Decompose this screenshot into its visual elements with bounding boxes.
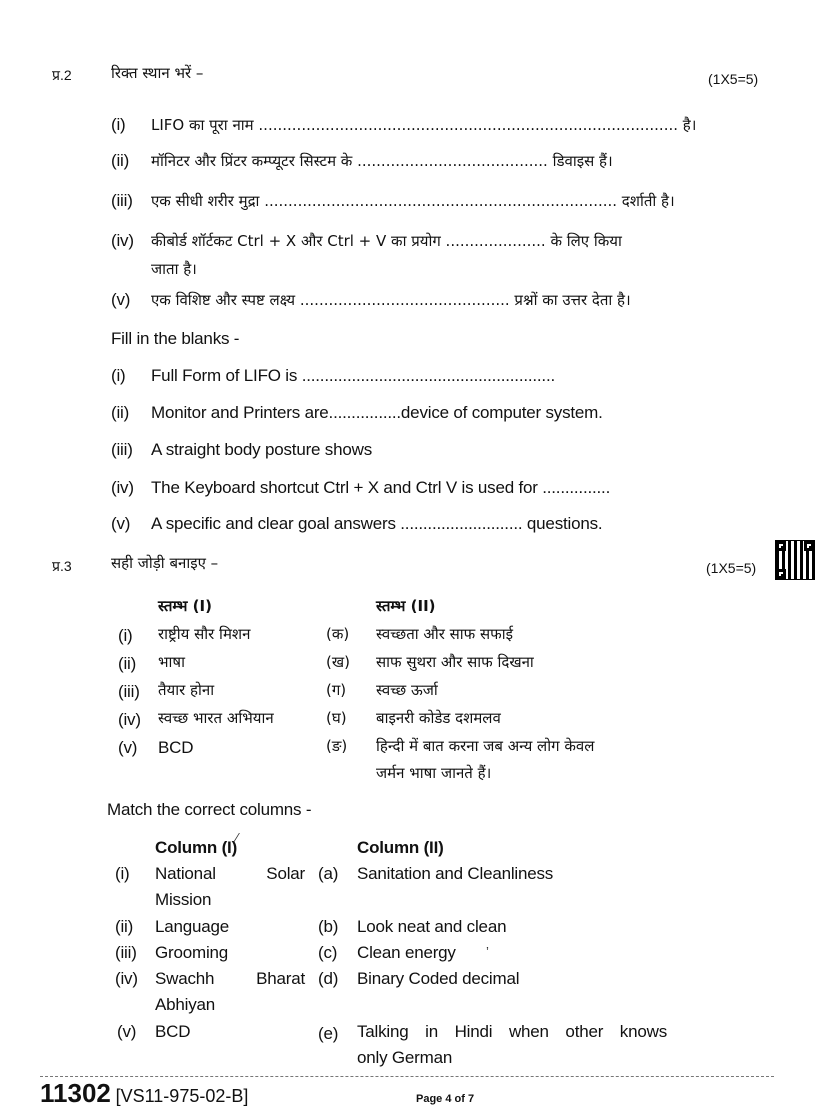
q3-en-right-1: Sanitation and Cleanliness	[357, 864, 554, 883]
q3-hi-left-2: भाषा	[158, 653, 185, 671]
q2-en-num-1: (i)	[111, 366, 126, 385]
q3-en-col1-header: Column (I)	[155, 838, 238, 857]
qr-code-icon	[776, 541, 814, 579]
q3-hi-letter-4: (घ)	[326, 709, 347, 727]
q3-en-left-4: Swachh Bharat	[155, 969, 305, 988]
q3-hi-right-5-cont: जर्मन भाषा जानते हैं।	[376, 764, 492, 782]
pen-mark: ’	[486, 944, 489, 959]
q2-en-num-3: (iii)	[111, 440, 133, 459]
q3-hi-letter-1: (क)	[326, 625, 350, 643]
q2-heading-hindi: रिक्त स्थान भरें –	[111, 64, 204, 82]
q3-en-num-1: (i)	[115, 864, 130, 883]
q2-hi-num-3: (iii)	[111, 191, 133, 210]
q3-en-left-3: Grooming	[155, 943, 229, 962]
q2-en-num-5: (v)	[111, 514, 131, 533]
q3-marks: (1X5=5)	[706, 560, 757, 576]
q2-hi-text-2: मॉनिटर और प्रिंटर कम्प्यूटर सिस्टम के ........................................ डिवाइस हैं।	[151, 152, 613, 170]
q2-hi-num-1: (i)	[111, 115, 126, 134]
q3-en-left-1-cont: Mission	[155, 890, 212, 909]
q2-hi-text-1: LIFO का पूरा नाम ........................................................................................ है।	[151, 116, 697, 134]
q2-hi-text-4-cont: जाता है।	[151, 260, 197, 278]
q2-en-num-2: (ii)	[111, 403, 130, 422]
q2-en-text-4: The Keyboard shortcut Ctrl + X and Ctrl V is used for ...............	[151, 478, 611, 497]
q3-hi-num-4: (iv)	[118, 710, 141, 729]
q2-en-text-3: A straight body posture shows	[151, 440, 372, 459]
q3-heading-english: Match the correct columns -	[107, 800, 312, 819]
q2-heading-english: Fill in the blanks -	[111, 329, 240, 348]
question-number-2: प्र.2	[52, 67, 72, 83]
q3-hi-left-3: तैयार होना	[158, 681, 215, 699]
q3-hi-num-1: (i)	[118, 626, 133, 645]
q3-en-letter-1: (a)	[318, 864, 339, 883]
q3-en-right-5: Talking in Hindi when other knows	[357, 1022, 667, 1041]
q3-en-num-3: (iii)	[115, 943, 137, 962]
q3-hi-right-4: बाइनरी कोडेड दशमलव	[376, 709, 501, 727]
page-number: Page 4 of 7	[416, 1093, 475, 1105]
pen-mark: ⁄	[236, 830, 239, 845]
q3-hi-num-2: (ii)	[118, 654, 137, 673]
q3-hi-right-5: हिन्दी में बात करना जब अन्य लोग केवल	[376, 737, 595, 755]
q3-heading-hindi: सही जोड़ी बनाइए –	[111, 554, 219, 572]
q3-hi-right-1: स्वच्छता और साफ सफाई	[376, 625, 513, 643]
q3-en-letter-3: (c)	[318, 943, 338, 962]
q3-hi-left-4: स्वच्छ भारत अभियान	[158, 709, 274, 727]
q3-en-letter-4: (d)	[318, 969, 339, 988]
q2-hi-text-3: एक सीधी शरीर मुद्रा .......................................................................... दर्शाती है।	[151, 192, 675, 210]
q3-en-right-5-cont: only German	[357, 1048, 453, 1067]
q3-en-right-2: Look neat and clean	[357, 917, 507, 936]
q3-hi-right-3: स्वच्छ ऊर्जा	[376, 681, 438, 699]
q3-hi-letter-3: (ग)	[326, 681, 347, 699]
question-number-3: प्र.3	[52, 558, 72, 574]
q3-en-left-4-cont: Abhiyan	[155, 995, 216, 1014]
footer-code-block	[40, 1078, 248, 1109]
q3-en-left-1: National Solar	[155, 864, 305, 883]
q2-hi-text-5: एक विशिष्ट और स्पष्ट लक्ष्य ............................................ प्रश्नों का उत्तर देता है।	[151, 291, 631, 309]
q2-hi-num-4: (iv)	[111, 231, 134, 250]
q3-en-left-2: Language	[155, 917, 230, 936]
q3-hi-left-5: BCD	[158, 738, 194, 757]
q3-en-num-2: (ii)	[115, 917, 134, 936]
q3-hi-right-2: साफ सुथरा और साफ दिखना	[376, 653, 534, 671]
paper-code: 11302	[40, 1078, 111, 1108]
q3-en-right-3: Clean energy	[357, 943, 456, 962]
q2-marks: (1X5=5)	[708, 71, 759, 87]
q3-en-left-5: BCD	[155, 1022, 191, 1041]
q3-en-col2-header: Column (II)	[357, 838, 444, 857]
q2-hi-num-2: (ii)	[111, 151, 130, 170]
q3-hi-letter-5: (ङ)	[326, 737, 348, 755]
q3-en-right-4: Binary Coded decimal	[357, 969, 520, 988]
footer-divider	[40, 1076, 774, 1077]
q3-hi-letter-2: (ख)	[326, 653, 350, 671]
q3-hi-num-3: (iii)	[118, 682, 140, 701]
paper-set: [VS11-975-02-B]	[115, 1086, 249, 1106]
q2-en-text-5: A specific and clear goal answers ........................... questions.	[151, 514, 603, 533]
q2-en-num-4: (iv)	[111, 478, 134, 497]
q2-hi-text-4: कीबोर्ड शॉर्टकट Ctrl + X और Ctrl + V का प्रयोग ..................... के लिए किया	[151, 232, 622, 250]
q3-hi-num-5: (v)	[118, 738, 138, 757]
q2-en-text-2: Monitor and Printers are................device of computer system.	[151, 403, 603, 422]
q3-en-num-4: (iv)	[115, 969, 138, 988]
q3-en-letter-2: (b)	[318, 917, 339, 936]
q3-en-letter-5: (e)	[318, 1024, 339, 1043]
q2-hi-num-5: (v)	[111, 290, 131, 309]
q3-hi-col1-header: स्तम्भ (I)	[158, 597, 212, 615]
q3-hi-left-1: राष्ट्रीय सौर मिशन	[158, 625, 251, 643]
q3-en-num-5: (v)	[117, 1022, 137, 1041]
q3-hi-col2-header: स्तम्भ (II)	[376, 597, 436, 615]
q2-en-text-1: Full Form of LIFO is ........................................................	[151, 366, 556, 385]
